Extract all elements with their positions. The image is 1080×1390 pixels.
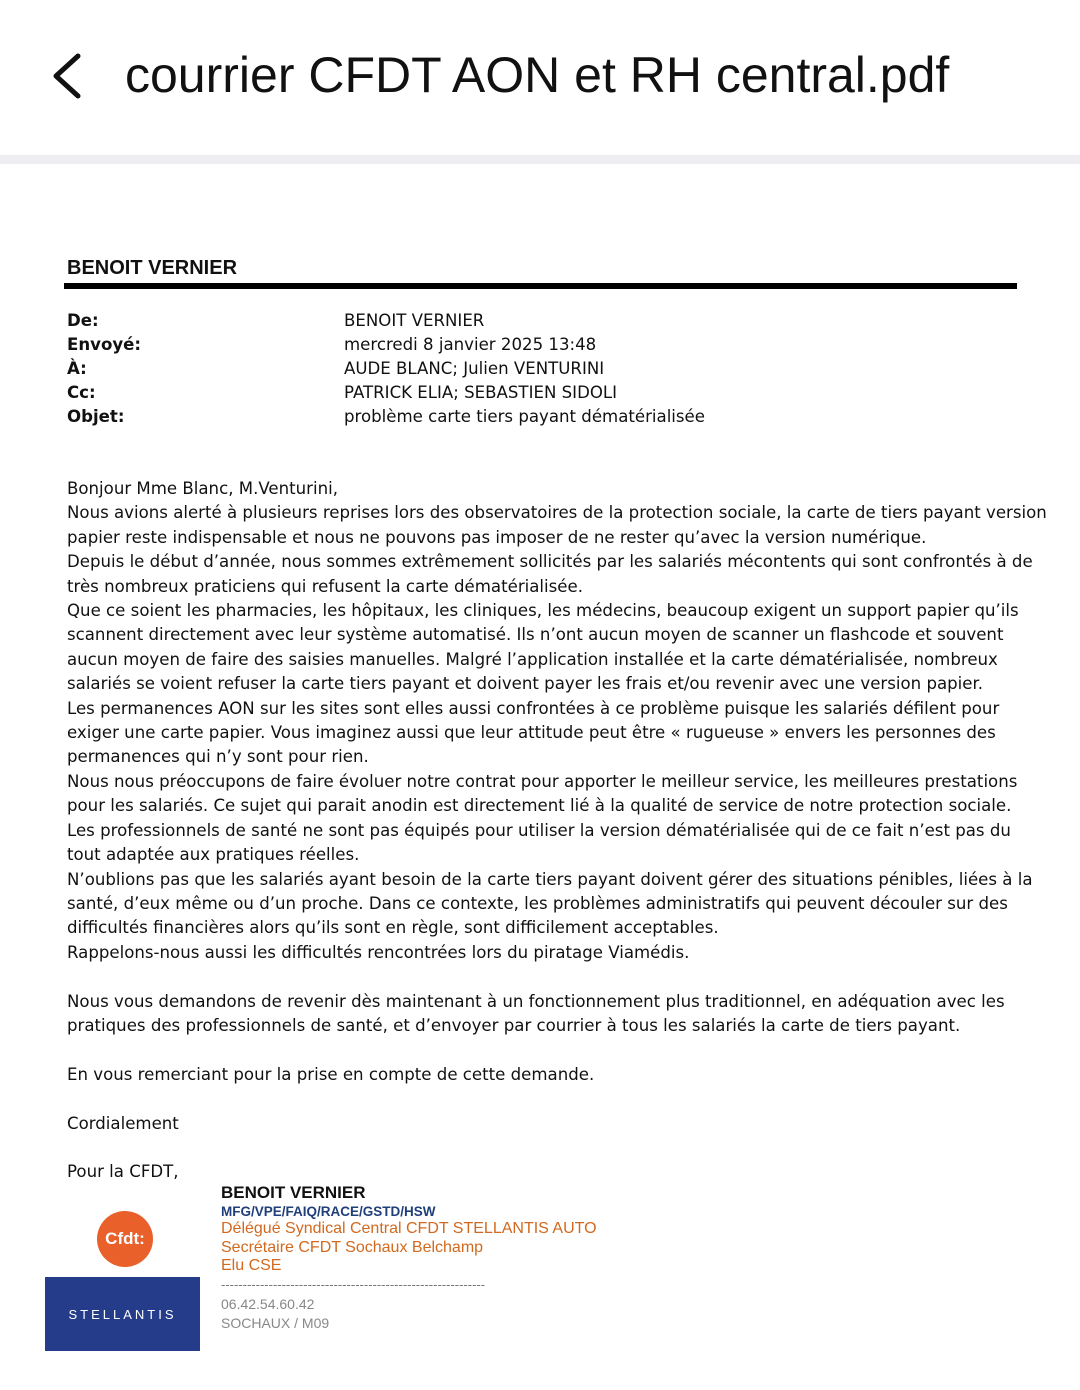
- chevron-left-icon: [44, 48, 94, 104]
- stellantis-logo: STELLANTIS: [45, 1277, 200, 1351]
- body-line: aucun moyen de faire des saisies manuelles. Malgré l’application installée et la carte dématérialisée, nombreux: [67, 649, 998, 669]
- field-label: Cc:: [67, 383, 96, 402]
- body-line: [67, 1038, 1027, 1062]
- signature-divider: -------------------------------------------------------------: [221, 1277, 486, 1292]
- email-body: [67, 477, 1047, 1185]
- field-value: BENOIT VERNIER: [344, 311, 485, 330]
- body-line: Nous avions alerté à plusieurs reprises lors des observatoires de la protection sociale, la carte de tiers payant version: [67, 503, 1047, 523]
- back-button[interactable]: [44, 48, 94, 104]
- header-divider: [0, 155, 1080, 164]
- body-line: tout adaptée aux pratiques réelles.: [67, 845, 360, 865]
- body-line: [67, 965, 1027, 989]
- signature-name: BENOIT VERNIER: [221, 1183, 366, 1202]
- body-line: difficultés financières alors qu’ils sont en règle, sont difficilement acceptables.: [67, 918, 719, 938]
- body-line: exiger une carte papier. Vous imaginez aussi que leur attitude peut être « rugueuse » envers les personnes des: [67, 723, 996, 743]
- field-label: Objet:: [67, 407, 125, 426]
- field-value: mercredi 8 janvier 2025 13:48: [344, 335, 597, 354]
- field-label: À:: [67, 359, 87, 378]
- body-line: santé, d’eux même ou d’un proche. Dans ce contexte, les problèmes administratifs qui peuvent découler sur des: [67, 893, 1008, 913]
- field-value: problème carte tiers payant dématérialisée: [344, 407, 705, 426]
- signature-role: Elu CSE: [221, 1257, 282, 1274]
- signature-code: MFG/VPE/FAIQ/RACE/GSTD/HSW: [221, 1204, 436, 1219]
- body-line: salariés se voient refuser la carte tiers payant et doivent payer les frais et/ou revenir avec une version papier.: [67, 674, 984, 694]
- top-bar: [0, 0, 1080, 155]
- signature-role: Secrétaire CFDT Sochaux Belchamp: [221, 1239, 484, 1256]
- body-line: [67, 1087, 1027, 1111]
- pdf-page[interactable]: [0, 164, 1080, 1390]
- body-line: Les permanences AON sur les sites sont elles aussi confrontées à ce problème puisque les salariés défilent pour: [67, 698, 1000, 718]
- body-line: très nombreux praticiens qui refusent la carte dématérialisée.: [67, 576, 583, 596]
- body-line: Cordialement: [67, 1113, 179, 1133]
- body-line: Les professionnels de santé ne sont pas équipés pour utiliser la version dématérialisée qui de ce fait n’est pas du: [67, 820, 1011, 840]
- field-value: PATRICK ELIA; SEBASTIEN SIDOLI: [344, 383, 618, 402]
- body-line: Nous nous préoccupons de faire évoluer notre contrat pour apporter le meilleur service, les meilleures prestations: [67, 771, 1018, 791]
- body-line: Que ce soient les pharmacies, les hôpitaux, les cliniques, les médecins, beaucoup exigent un support papier qu’ils: [67, 601, 1019, 621]
- body-line: Bonjour Mme Blanc, M.Venturini,: [67, 479, 338, 498]
- body-line: scannent directement avec leur système automatisé. Ils n’ont aucun moyen de scanner un flashcode et souvent: [67, 625, 1004, 645]
- field-label: Envoyé:: [67, 335, 142, 354]
- document-title: courrier CFDT AON et RH central.pdf: [125, 47, 950, 103]
- body-line: Nous vous demandons de revenir dès maintenant à un fonctionnement plus traditionnel, en adéquation avec les: [67, 991, 1005, 1011]
- body-line: permanences qui n’y sont pour rien.: [67, 747, 369, 767]
- signature-location: SOCHAUX / M09: [221, 1315, 330, 1331]
- field-value: AUDE BLANC; Julien VENTURINI: [344, 359, 605, 378]
- body-line: papier reste indispensable et nous ne pouvons pas imposer de ne rester qu’avec la version numérique.: [67, 527, 927, 547]
- body-line: [67, 1136, 1027, 1160]
- field-label: De:: [67, 311, 99, 330]
- cfdt-logo: Cfdt:: [97, 1211, 153, 1267]
- body-line: pratiques des professionnels de santé, et d’envoyer par courrier à tous les salariés la carte de tiers payant.: [67, 1015, 961, 1035]
- sender-heading: BENOIT VERNIER: [67, 257, 238, 279]
- signature-role: Délégué Syndical Central CFDT STELLANTIS AUTO: [221, 1220, 597, 1237]
- body-line: pour les salariés. Ce sujet qui parait anodin est directement lié à la qualité de service de notre protection sociale.: [67, 796, 1012, 816]
- heading-rule: [64, 283, 1017, 289]
- body-line: Pour la CFDT,: [67, 1162, 179, 1182]
- body-line: Rappelons-nous aussi les difficultés rencontrées lors du piratage Viamédis.: [67, 942, 690, 962]
- body-line: N’oublions pas que les salariés ayant besoin de la carte tiers payant doivent gérer des situations pénibles, liées à la: [67, 869, 1033, 889]
- signature-phone: 06.42.54.60.42: [221, 1296, 315, 1312]
- body-line: En vous remerciant pour la prise en compte de cette demande.: [67, 1064, 595, 1084]
- body-line: Depuis le début d’année, nous sommes extrêmement sollicités par les salariés mécontents qui sont confrontés à de: [67, 552, 1033, 572]
